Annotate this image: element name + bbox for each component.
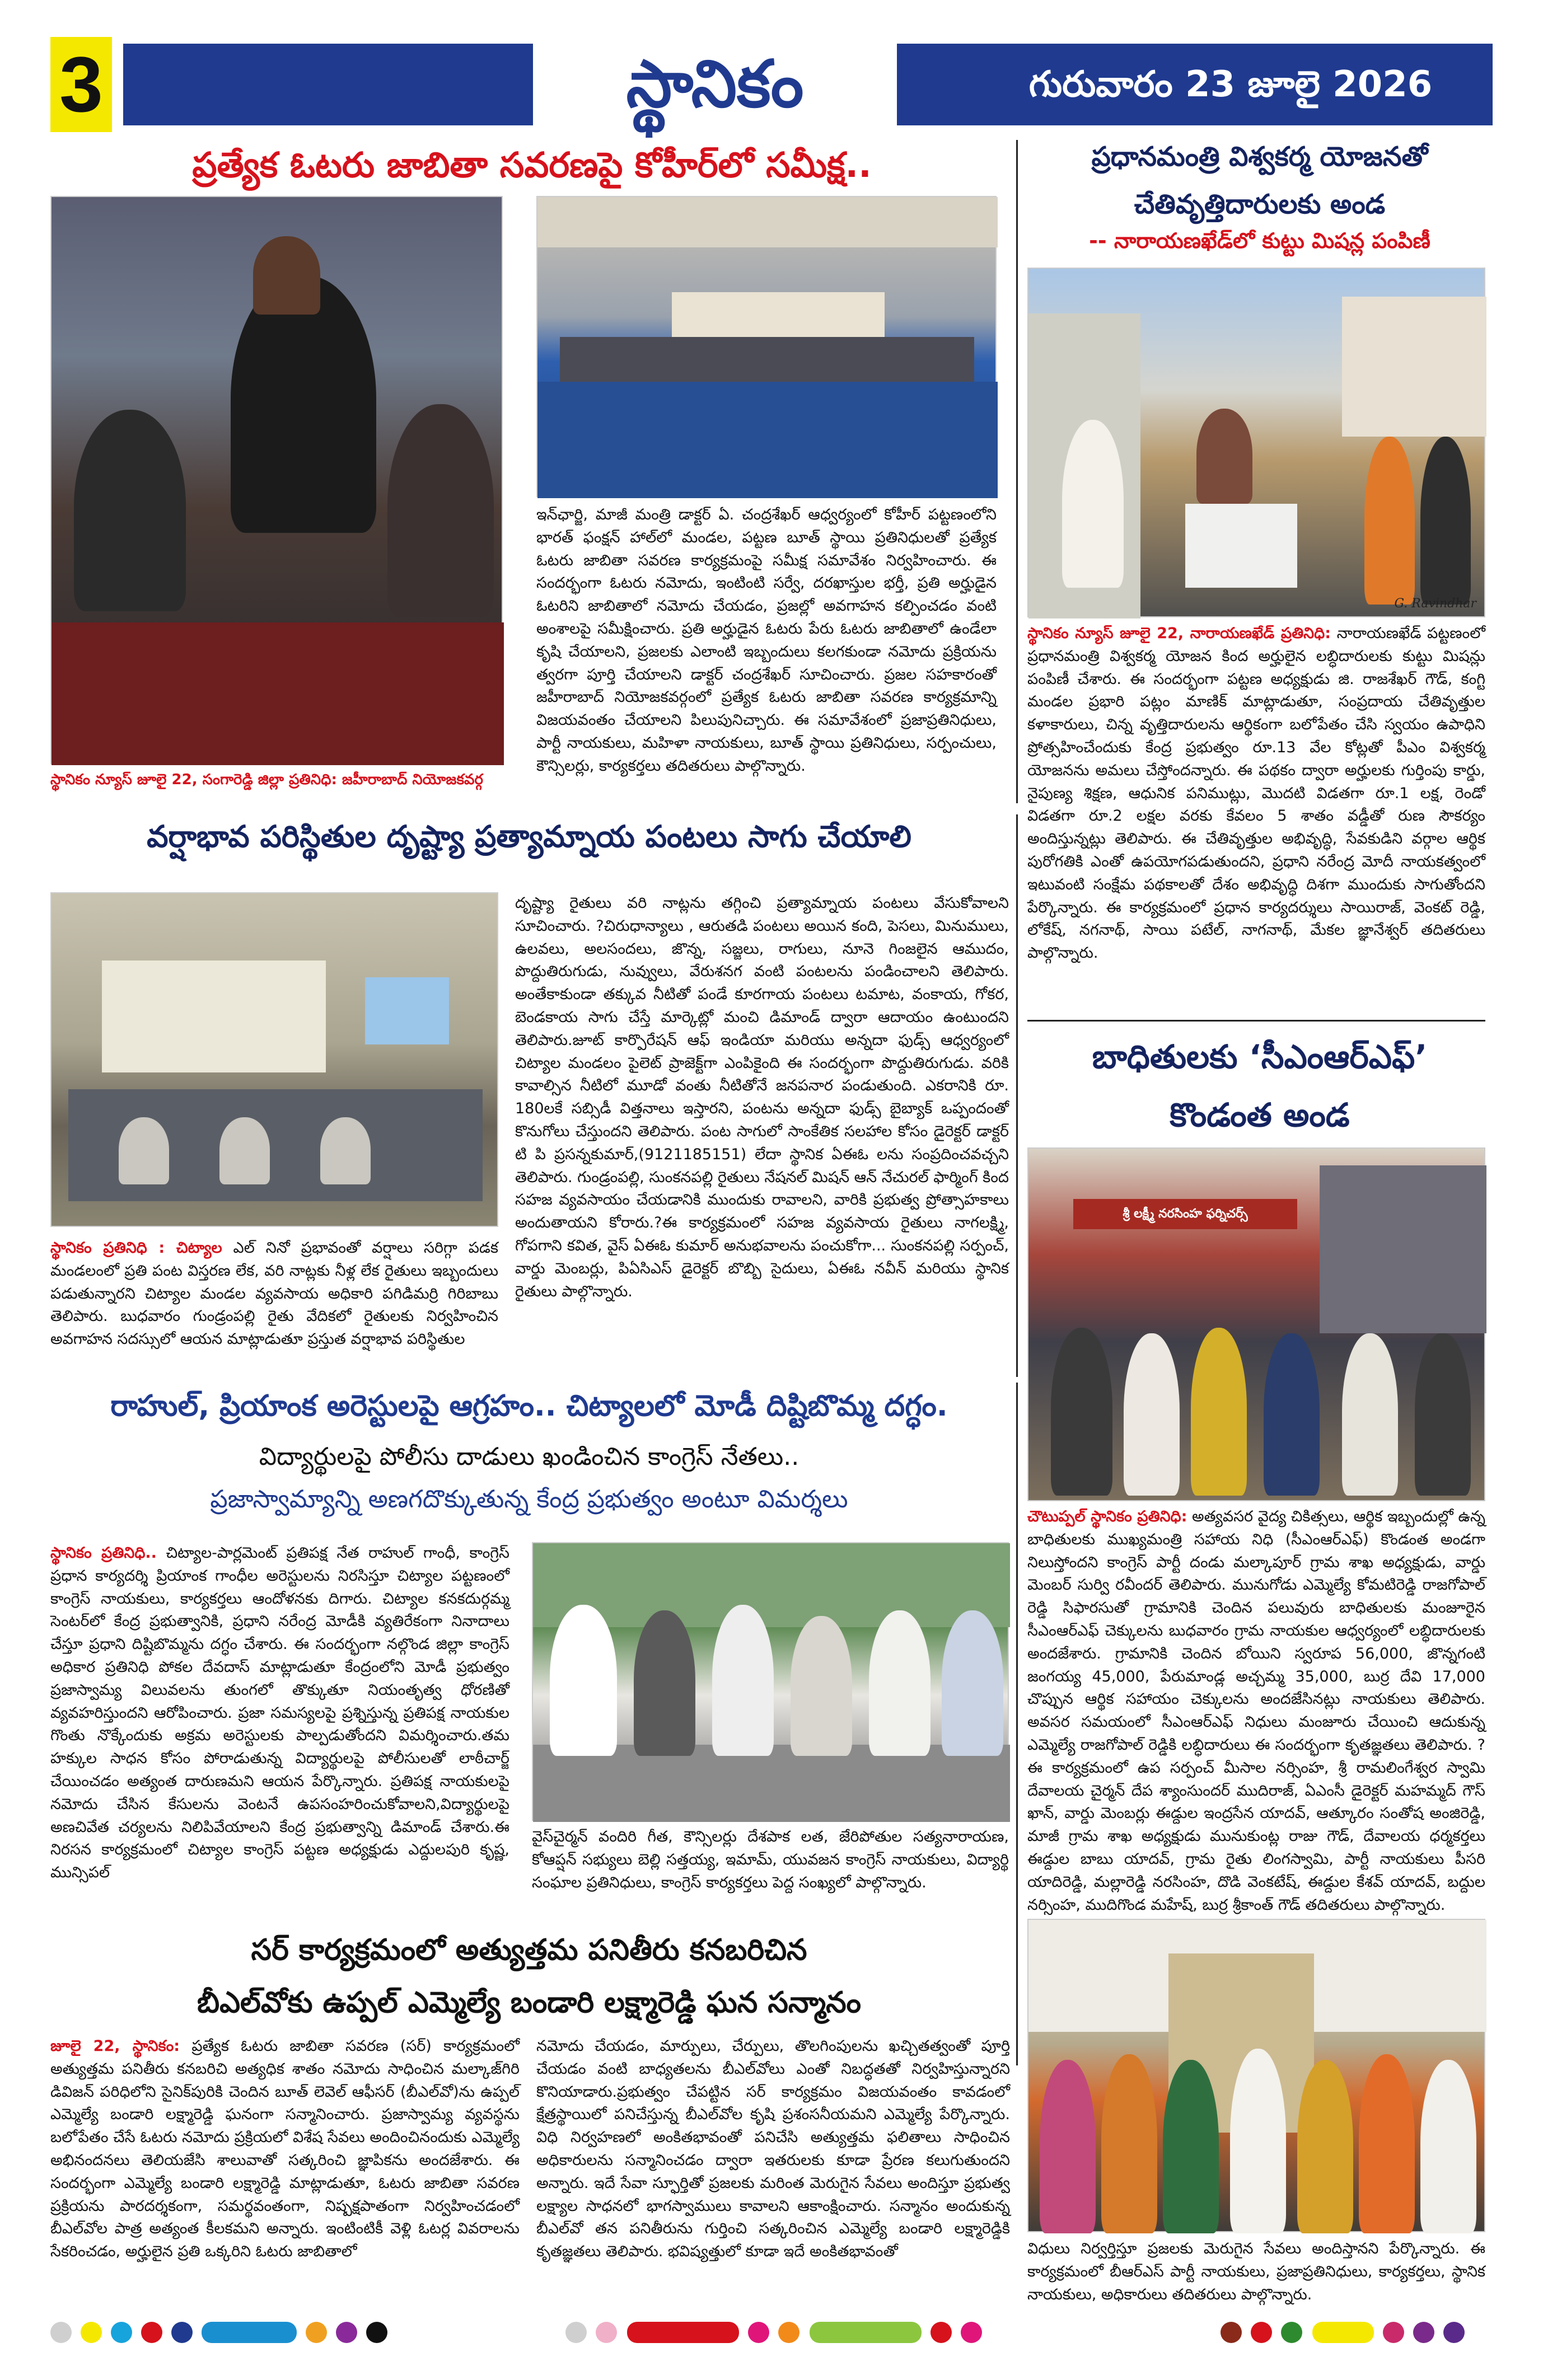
masthead bbox=[50, 37, 1493, 132]
story3-dateline: స్థానికం ప్రతినిధి : చిట్యాల bbox=[50, 1239, 222, 1257]
story5-headline: రాహుల్, ప్రియాంక అరెస్టులపై ఆగ్రహం.. చిట్యాలలో మోడీ దిష్టిబొమ్మ దగ్ధం. bbox=[110, 1389, 948, 1423]
story3-photo bbox=[50, 892, 498, 1227]
story6-body-far-right: విధులు నిర్వర్తిస్తూ ప్రజలకు మెరుగైన సేవలు అందిస్తానని పేర్కొన్నారు. ఈ కార్యక్రమంలో బీఆర్ఎస్ పార్టీ నాయకులు, ప్రజాప్రతినిధులు, కార్యకర్తలు, స్థానిక నాయకులు, అధికారులు తదితరులు పాల్గొన్నారు. bbox=[1027, 2240, 1485, 2303]
story6-body-left bbox=[50, 2035, 520, 2307]
story6-photo bbox=[1027, 1919, 1485, 2232]
colour-registration-strip bbox=[50, 2322, 1493, 2344]
story6-dateline: జూలై 22, స్థానికం: bbox=[50, 2037, 180, 2055]
issue-date: గురువారం 23 జూలై 2026 bbox=[1028, 64, 1433, 105]
story2-subhead: -- నారాయణఖేడ్‌లో కుట్టు మిషన్ల పంపిణీ bbox=[1089, 228, 1430, 253]
story1-caption-text: స్థానికం న్యూస్ జూలై 22, సంగారెడ్డి జిల్లా ప్రతినిధి: జహీరాబాద్ నియోజకవర్గ bbox=[50, 771, 483, 788]
story4-headline-line2: కొండంత అండ bbox=[1170, 1096, 1350, 1134]
story3-body-left bbox=[50, 1237, 498, 1377]
story6-headline-line1: సర్ కార్యక్రమంలో అత్యుత్తమ పనితీరు కనబరిచిన bbox=[251, 1933, 807, 1967]
story5-photo bbox=[532, 1542, 1009, 1821]
story4-headline-line1: బాధితులకు ‘సీఎంఆర్ఎఫ్’ bbox=[1092, 1038, 1428, 1076]
story2-body-text: నారాయణఖేడ్ పట్టణంలో ప్రధానమంత్రి విశ్వకర్మ యోజన కింద అర్హులైన లబ్ధిదారులకు కుట్టు మిషన్లు పంపిణీ చేశారు. ఈ సందర్భంగా పట్టణ అధ్యక్షుడు జి. రాజశేఖర్ గౌడ్, కంగ్టి మండల ప్రభారి పట్లం మాణిక్ మాట్లాడుతూ, సంప్రదాయ చేతివృత్తుల కళాకారులు, చిన్న వృత్తిదారులను ఆర్థికంగా బలోపేతం చేసి స్వయం ఉపాధిని ప్రోత్సహించేందుకు కేంద్ర ప్రభుత్వం రూ.13 వేల కోట్లతో పీఎం విశ్వకర్మ యోజనను అమలు చేస్తోందన్నారు. ఈ పథకం ద్వారా అర్హులకు గుర్తింపు కార్డు, నైపుణ్య శిక్షణ, ఆధునిక పనిముట్లు, మొదటి విడతగా రూ.1 లక్ష, రెండో విడతగా రూ.2 లక్షల వరకు కేవలం 5 శాతం వడ్డీతో రుణ సౌకర్యం అందిస్తున్నట్లు తెలిపారు. ఈ చేతివృత్తుల అభివృద్ధి, సేవకుడిని వర్గాల ఆర్థిక పురోగతికి ఎంతో ఉపయోగపడుతుందని, ప్రధాని నరేంద్ర మోదీ నాయకత్వంలో ఇటువంటి సంక్షేమ పథకాలతో దేశం అభివృద్ధి దిశగా ముందుకు సాగుతోందని పేర్కొన్నారు. ఈ కార్యక్రమంలో ప్రధాన కార్యదర్శులు సాయిరాజ్, వెంకట్ రెడ్డి, లోకేష్, నగనాథ్, సాయి పటేల్, నాగనాథ్, మేకల జ్ఞానేశ్వర్ తదితరులు పాల్గొన్నారు. bbox=[1027, 625, 1485, 962]
story3-headline: వర్షాభావ పరిస్థితుల దృష్ట్యా ప్రత్యామ్నాయ పంటలు సాగు చేయాలి bbox=[147, 819, 911, 854]
story4-shop-sign: శ్రీ లక్ష్మీ నరసింహ ఫర్నిచర్స్ bbox=[1073, 1199, 1297, 1229]
story4-body-text: అత్యవసర వైద్య చికిత్సలు, ఆర్థిక ఇబ్బందుల్లో ఉన్న బాధితులకు ముఖ్యమంత్రి సహాయ నిధి (సీఎంఆర్ఎఫ్) కొండంత అండగా నిలుస్తోందని కాంగ్రెస్ పార్టీ దండు మల్కాపూర్ గ్రామ శాఖ అధ్యక్షుడు, వార్డు మెంబర్ సుర్వి రవీందర్ తెలిపారు. మునుగోడు ఎమ్మెల్యే కోమటిరెడ్డి రాజగోపాల్ రెడ్డి సిఫారసుతో గ్రామానికి చెందిన పలువురు బాధితులకు మంజూరైన సీఎంఆర్ఎఫ్ చెక్కులను బుధవారం గ్రామ నాయకుల ఆధ్వర్యంలో లబ్ధిదారులకు అందజేశారు. గ్రామానికి చెందిన బోయిని స్వరూప 56,000, జొన్నగంటి జంగయ్య 45,000, పేరుమాండ్ల అచ్చమ్మ 35,000, బుర్ర దేవి 17,000 చొప్పున ఆర్థిక సహాయం చెక్కులను అందజేసినట్లు నాయకులు తెలిపారు. అవసర సమయంలో సీఎంఆర్ఎఫ్ నిధులు మంజూరు చేయించి ఆదుకున్న ఎమ్మెల్యే రాజగోపాల్ రెడ్డికి లబ్ధిదారులు ఈ సందర్భంగా కృతజ్ఞతలు తెలిపారు. ?ఈ కార్యక్రమంలో ఉప సర్పంచ్ మీసాల నర్సింహ, శ్రీ రామలింగేశ్వర స్వామి దేవాలయ చైర్మన్ దేప శ్యాంసుందర్ ముదిరాజ్, ఏఎంసీ డైరెక్టర్ మహమ్మద్ గౌస్ ఖాన్, వార్డు మెంబర్లు ఈడ్దుల ఇంద్రసేన యాదవ్, ఆత్కూరం సంతోష అంజిరెడ్డి, మాజీ గ్రామ శాఖ అధ్యక్షుడు మునుకుంట్ల రాజు గౌడ్, దేవాలయ ధర్మకర్తలు ఈడ్దుల బాబు యాదవ్, గ్రామ రైతు లింగస్వామి, పార్టీ నాయకులు పీసరి యాదిరెడ్డి, మల్లారెడ్డి నరసింహ, దొడి వెంకటేష్, ఈడ్దుల కేశవ్ యాదవ్, బద్దుల నర్సింహ, ముదిగొండ మహేష్, బుర్ర శ్రీకాంత్ గౌడ్ తదితరులు పాల్గొన్నారు. bbox=[1027, 1508, 1485, 1914]
story1-photo-meeting bbox=[536, 196, 997, 497]
story4-photo bbox=[1027, 1147, 1485, 1501]
story2-dateline: స్థానికం న్యూస్ జూలై 22, నారాయణఖేడ్ ప్రతినిధి: bbox=[1027, 625, 1331, 642]
story2-photo bbox=[1027, 268, 1485, 617]
story2-photo-credit: G. Ravindhar bbox=[1394, 597, 1476, 611]
story5-body-left-text: చిట్యాల-పార్లమెంట్ ప్రతిపక్ష నేత రాహుల్ గాంధీ, కాంగ్రెస్ ప్రధాన కార్యదర్శి ప్రియాంక గాంధీల అరెస్టులను నిరసిస్తూ చిట్యాల పట్టణంలో కాంగ్రెస్ నాయకులు, కార్యకర్తలు ఆందోళనకు దిగారు. చిట్యాల కనకదుర్గమ్మ సెంటర్‌లో కేంద్ర ప్రభుత్వానికి, ప్రధాని నరేంద్ర మోడీకి వ్యతిరేకంగా నినాదాలు చేస్తూ ప్రధాని దిష్టిబొమ్మను దగ్ధం చేశారు. ఈ సందర్భంగా నల్గొండ జిల్లా కాంగ్రెస్ అధికార ప్రతినిధి పోకల దేవదాస్ మాట్లాడుతూ కేంద్రంలోని మోడీ ప్రభుత్వం ప్రజాస్వామ్య విలువలను తుంగలో తొక్కుతూ నియంతృత్వ ధోరణితో వ్యవహరిస్తుందని ఆరోపించారు. ప్రజా సమస్యలపై ప్రశ్నిస్తున్న ప్రతిపక్ష నాయకుల గొంతు నొక్కేందుకు అక్రమ అరెస్టులకు పాల్పడుతోందని విమర్శించారు.తమ హక్కుల సాధన కోసం పోరాడుతున్న విద్యార్థులపై పోలీసులతో లాఠీచార్జ్ చేయించడం అత్యంత దారుణమని ఆయన పేర్కొన్నారు. ప్రతిపక్ష నాయకులపై నమోదు చేసిన కేసులను వెంటనే ఉపసంహరించుకోవాలని,విద్యార్థులపై అణచివేత చర్యలను నిలిపివేయాలని కేంద్ర ప్రభుత్వాన్ని డిమాండ్ చేశారు.ఈ నిరసన కార్యక్రమంలో చిట్యాల కాంగ్రెస్ పట్టణ అధ్యక్షుడు ఎద్దులపురి కృష్ణ, మున్సిపల్ bbox=[50, 1544, 509, 1882]
story1-body: ఇన్‌ఛార్జి, మాజీ మంత్రి డాక్టర్ ఏ. చంద్రశేఖర్ ఆధ్వర్యంలో కోహీర్ పట్టణంలోని భారత్ ఫంక్షన్ హాల్‌లో మండల, పట్టణ బూత్ స్థాయి ప్రతినిధులతో ప్రత్యేక ఓటరు జాబితా సవరణ కార్యక్రమంపై సమీక్ష సమావేశం నిర్వహించారు. ఈ సందర్భంగా ఓటరు నమోదు, ఇంటింటి సర్వే, దరఖాస్తుల భర్తీ, ప్రతి అర్హుడైన ఓటరిని జాబితాలో నమోదు చేయడం, ప్రజల్లో అవగాహన కల్పించడం వంటి అంశాలపై సమీక్షించారు. ప్రతి అర్హుడైన ఓటరు పేరు ఓటరు జాబితాలో ఉండేలా కృషి చేయాలని, ప్రజలకు ఎలాంటి ఇబ్బందులు కలగకుండా నమోదు ప్రక్రియను త్వరగా పూర్తి చేయాలని డాక్టర్ చంద్రశేఖర్ సూచించారు. ప్రజల సహకారంతో జహీరాబాద్ నియోజకవర్గంలో ప్రత్యేక ఓటరు జాబితా సవరణ కార్యక్రమాన్ని విజయవంతం చేయాలని పిలుపునిచ్చారు. ఈ సమావేశంలో ప్రజాప్రతినిధులు, పార్టీ నాయకులు, మహిళా నాయకులు, బూత్ స్థాయి ప్రతినిధులు, సర్పంచులు, కౌన్సిలర్లు, కార్యకర్తలు తదితరులు పాల్గొన్నారు. bbox=[536, 506, 997, 775]
story1-photo-caption bbox=[50, 768, 503, 793]
story6-body-left-text: ప్రత్యేక ఓటరు జాబితా సవరణ (సర్) కార్యక్రమంలో అత్యుత్తమ పనితీరు కనబరిచి అత్యధిక శాతం నమోదు సాధించిన మల్కాజ్‌గిరి డివిజన్ పరిధిలోని సైనిక్‌పురికి చెందిన బూత్ లెవెల్ ఆఫీసర్ (బీఎల్‌వో)ను ఉప్పల్ ఎమ్మెల్యే బండారి లక్ష్మారెడ్డి ఘనంగా సన్మానించారు. ప్రజాస్వామ్య వ్యవస్థను బలోపేతం చేసే ఓటరు నమోదు ప్రక్రియలో విశేష సేవలు అందించినందుకు ఎమ్మెల్యే అభినందనలు తెలియజేసి శాలువాతో సత్కరించి జ్ఞాపికను అందజేశారు. ఈ సందర్భంగా ఎమ్మెల్యే బండారి లక్ష్మారెడ్డి మాట్లాడుతూ, ఓటరు జాబితా సవరణ ప్రక్రియను పారదర్శకంగా, సమర్థవంతంగా, నిష్పక్షపాతంగా నిర్వహించడంలో బీఎల్‌వోల పాత్ర అత్యంత కీలకమని అన్నారు. ఇంటింటికీ వెళ్లి ఓటర్ల వివరాలను సేకరించడం, అర్హులైన ప్రతి ఒక్కరిని ఓటరు జాబితాలో bbox=[50, 2037, 520, 2261]
story1-headline: ప్రత్యేక ఓటరు జాబితా సవరణపై కోహీర్‌లో సమీక్ష.. bbox=[192, 144, 872, 185]
story4-dateline: చౌటుప్పల్ స్థానికం ప్రతినిధి: bbox=[1027, 1508, 1187, 1525]
story5-dateline: స్థానికం ప్రతినిధి.. bbox=[50, 1544, 157, 1562]
story5-subhead1: విద్యార్థులపై పోలీసు దాడులు ఖండించిన కాంగ్రెస్ నేతలు.. bbox=[259, 1442, 799, 1471]
story6-headline-line2: బీఎల్‌వోకు ఉప్పల్ ఎమ్మెల్యే బండారి లక్ష్మారెడ్డి ఘన సన్మానం bbox=[197, 1986, 861, 2020]
story5-subhead2: ప్రజాస్వామ్యాన్ని అణగదొక్కుతున్న కేంద్ర ప్రభుత్వం అంటూ విమర్శలు bbox=[210, 1485, 848, 1514]
story2-headline-line1: ప్రధానమంత్రి విశ్వకర్మ యోజనతో bbox=[1091, 141, 1428, 172]
story1-photo-speaker bbox=[50, 196, 503, 764]
paper-name: స్థానికం bbox=[533, 37, 897, 132]
story5-body-left bbox=[50, 1542, 509, 1882]
story5-body-right: వైస్‌చైర్మన్ వందిరి గీత, కౌన్సిలర్లు దేశపాక లత, జేరిపోతుల సత్యనారాయణ, కోఆప్షన్ సభ్యులు బెల్లి సత్తయ్య, ఇమామ్, యువజన కాంగ్రెస్ నాయకులు, విద్యార్థి సంఘాల ప్రతినిధులు, కాంగ్రెస్ కార్యకర్తలు పెద్ద సంఖ్యలో పాల్గొన్నారు. bbox=[532, 1828, 1009, 1891]
story3-body-left-text: ఎల్ నినో ప్రభావంతో వర్షాలు సరిగ్గా పడక మండలంలో ప్రతి పంట విస్తరణ లేక, వరి నాట్లకు నీళ్ల లేక రైతులు ఇబ్బందులు పడుతున్నారని చిట్యాల మండల వ్యవసాయ అధికారి పగిడిమర్రి గిరిబాబు తెలిపారు. బుధవారం గుండ్రంపల్లి రైతు వేదికలో రైతులకు నిర్వహించిన అవగాహన సదస్సులో ఆయన మాట్లాడుతూ ప్రస్తుత వర్షాభావ పరిస్థితుల bbox=[50, 1239, 498, 1348]
story2-body bbox=[1027, 622, 1485, 1048]
story3-body-right: దృష్ట్యా రైతులు వరి నాట్లను తగ్గించి ప్రత్యామ్నాయ పంటలు వేసుకోవాలని సూచించారు. ?చిరుధాన్యాలు , ఆరుతడి పంటలు అయిన కంది, పెసలు, మినుములు, ఉలవలు, అలసందలు, జొన్న, సజ్జలు, రాగులు, నూనె గింజలైన ఆముదం, పొద్దుతిరుగుడు, నువ్వులు, వేరుశనగ వంటి పంటలను పండించాలని తెలిపారు. అంతేకాకుండా తక్కువ నీటితో పండే కూరగాయ పంటలు టమాట, వంకాయ, గోకర, బెండకాయ సాగు చేస్తే మార్కెట్లో మంచి డిమాండ్ ద్వారా ఆదాయం ఉంటుందని తెలిపారు.జూట్ కార్పొరేషన్ ఆఫ్ ఇండియా మరియు అన్నదా ఫుడ్స్ ఆధ్వర్యంలో చిట్యాల మండలం పైలెట్ ప్రాజెక్ట్‌గా ఎంపికైంది ఈ సందర్భంగా పొద్దుతిరుగుడు. వరికి కావాల్సిన నీటిలో మూడో వంతు నీటితోనే జనపనార పండుతుంది. ఎకరానికి రూ. 180లకే సబ్సిడీ విత్తనాలు ఇస్తారని, పంటను అన్నదా ఫుడ్స్ బైబ్యాక్ ఒప్పందంతో కొనుగోలు చేస్తుందని తెలిపారు. పంట సాగులో సాంకేతిక సలహాల కోసం డైరెక్టర్ డాక్టర్ టి పి ప్రసన్నకుమార్,(9121185151) లేదా స్థానిక ఏఈఓ లను సంప్రదించవచ్చని తెలిపారు. గుండ్రంపల్లి, సుంకనపల్లి రైతులు నేషనల్ మిషన్ ఆన్ నేచురల్ ఫార్మింగ్ కింద సహజ వ్యవసాయం చేయడానికి ముందుకు రావాలని, వారికి ప్రభుత్వ ప్రోత్సాహకాలు అందుతాయని కోరారు.?ఈ కార్యక్రమంలో సహజ వ్యవసాయ రైతులు నాగలక్ష్మి, గోపగాని కవిత, వైస్ ఏఈఓ కుమార్ అనుభవాలను పంచుకోగా... సుంకనపల్లి సర్పంచ్, వార్డు మెంబర్లు, పిఏసిఎస్ డైరెక్టర్ బొబ్బి సైదులు, ఏఈఓ నవీన్ మరియు స్థానిక రైతులు పాల్గొన్నారు. bbox=[515, 894, 1009, 1300]
page-number: 3 bbox=[50, 37, 112, 132]
story2-headline-line2: చేతివృత్తిదారులకు అండ bbox=[1134, 189, 1386, 220]
story6-body-right: నమోదు చేయడం, మార్పులు, చేర్పులు, తొలగింపులను ఖచ్చితత్వంతో పూర్తి చేయడం వంటి బాధ్యతలను బీఎల్‌వోలు ఎంతో నిబద్ధతతో నిర్వహిస్తున్నారని కొనియాడారు.ప్రభుత్వం చేపట్టిన సర్ కార్యక్రమం విజయవంతం కావడంలో క్షేత్రస్థాయిలో పనిచేస్తున్న బీఎల్‌వోల కృషి ప్రశంసనీయమని ఎమ్మెల్యే పేర్కొన్నారు. విధి నిర్వహణలో అంకితభావంతో పనిచేసి అత్యుత్తమ ఫలితాలు సాధించిన అధికారులను సన్మానించడం ద్వారా ఇతరులకు కూడా ప్రేరణ కలుగుతుందని అన్నారు. ఇదే సేవా స్ఫూర్తితో ప్రజలకు మరింత మెరుగైన సేవలు అందిస్తూ ప్రభుత్వ లక్ష్యాల సాధనలో భాగస్వాములు కావాలని ఆకాంక్షించారు. సన్మానం అందుకున్న బీఎల్‌వో తన పనితీరును గుర్తించి సత్కరించిన ఎమ్మెల్యే బండారి లక్ష్మారెడ్డికి కృతజ్ఞతలు తెలిపారు. భవిష్యత్తులో కూడా ఇదే అంకితభావంతో bbox=[536, 2037, 1010, 2261]
